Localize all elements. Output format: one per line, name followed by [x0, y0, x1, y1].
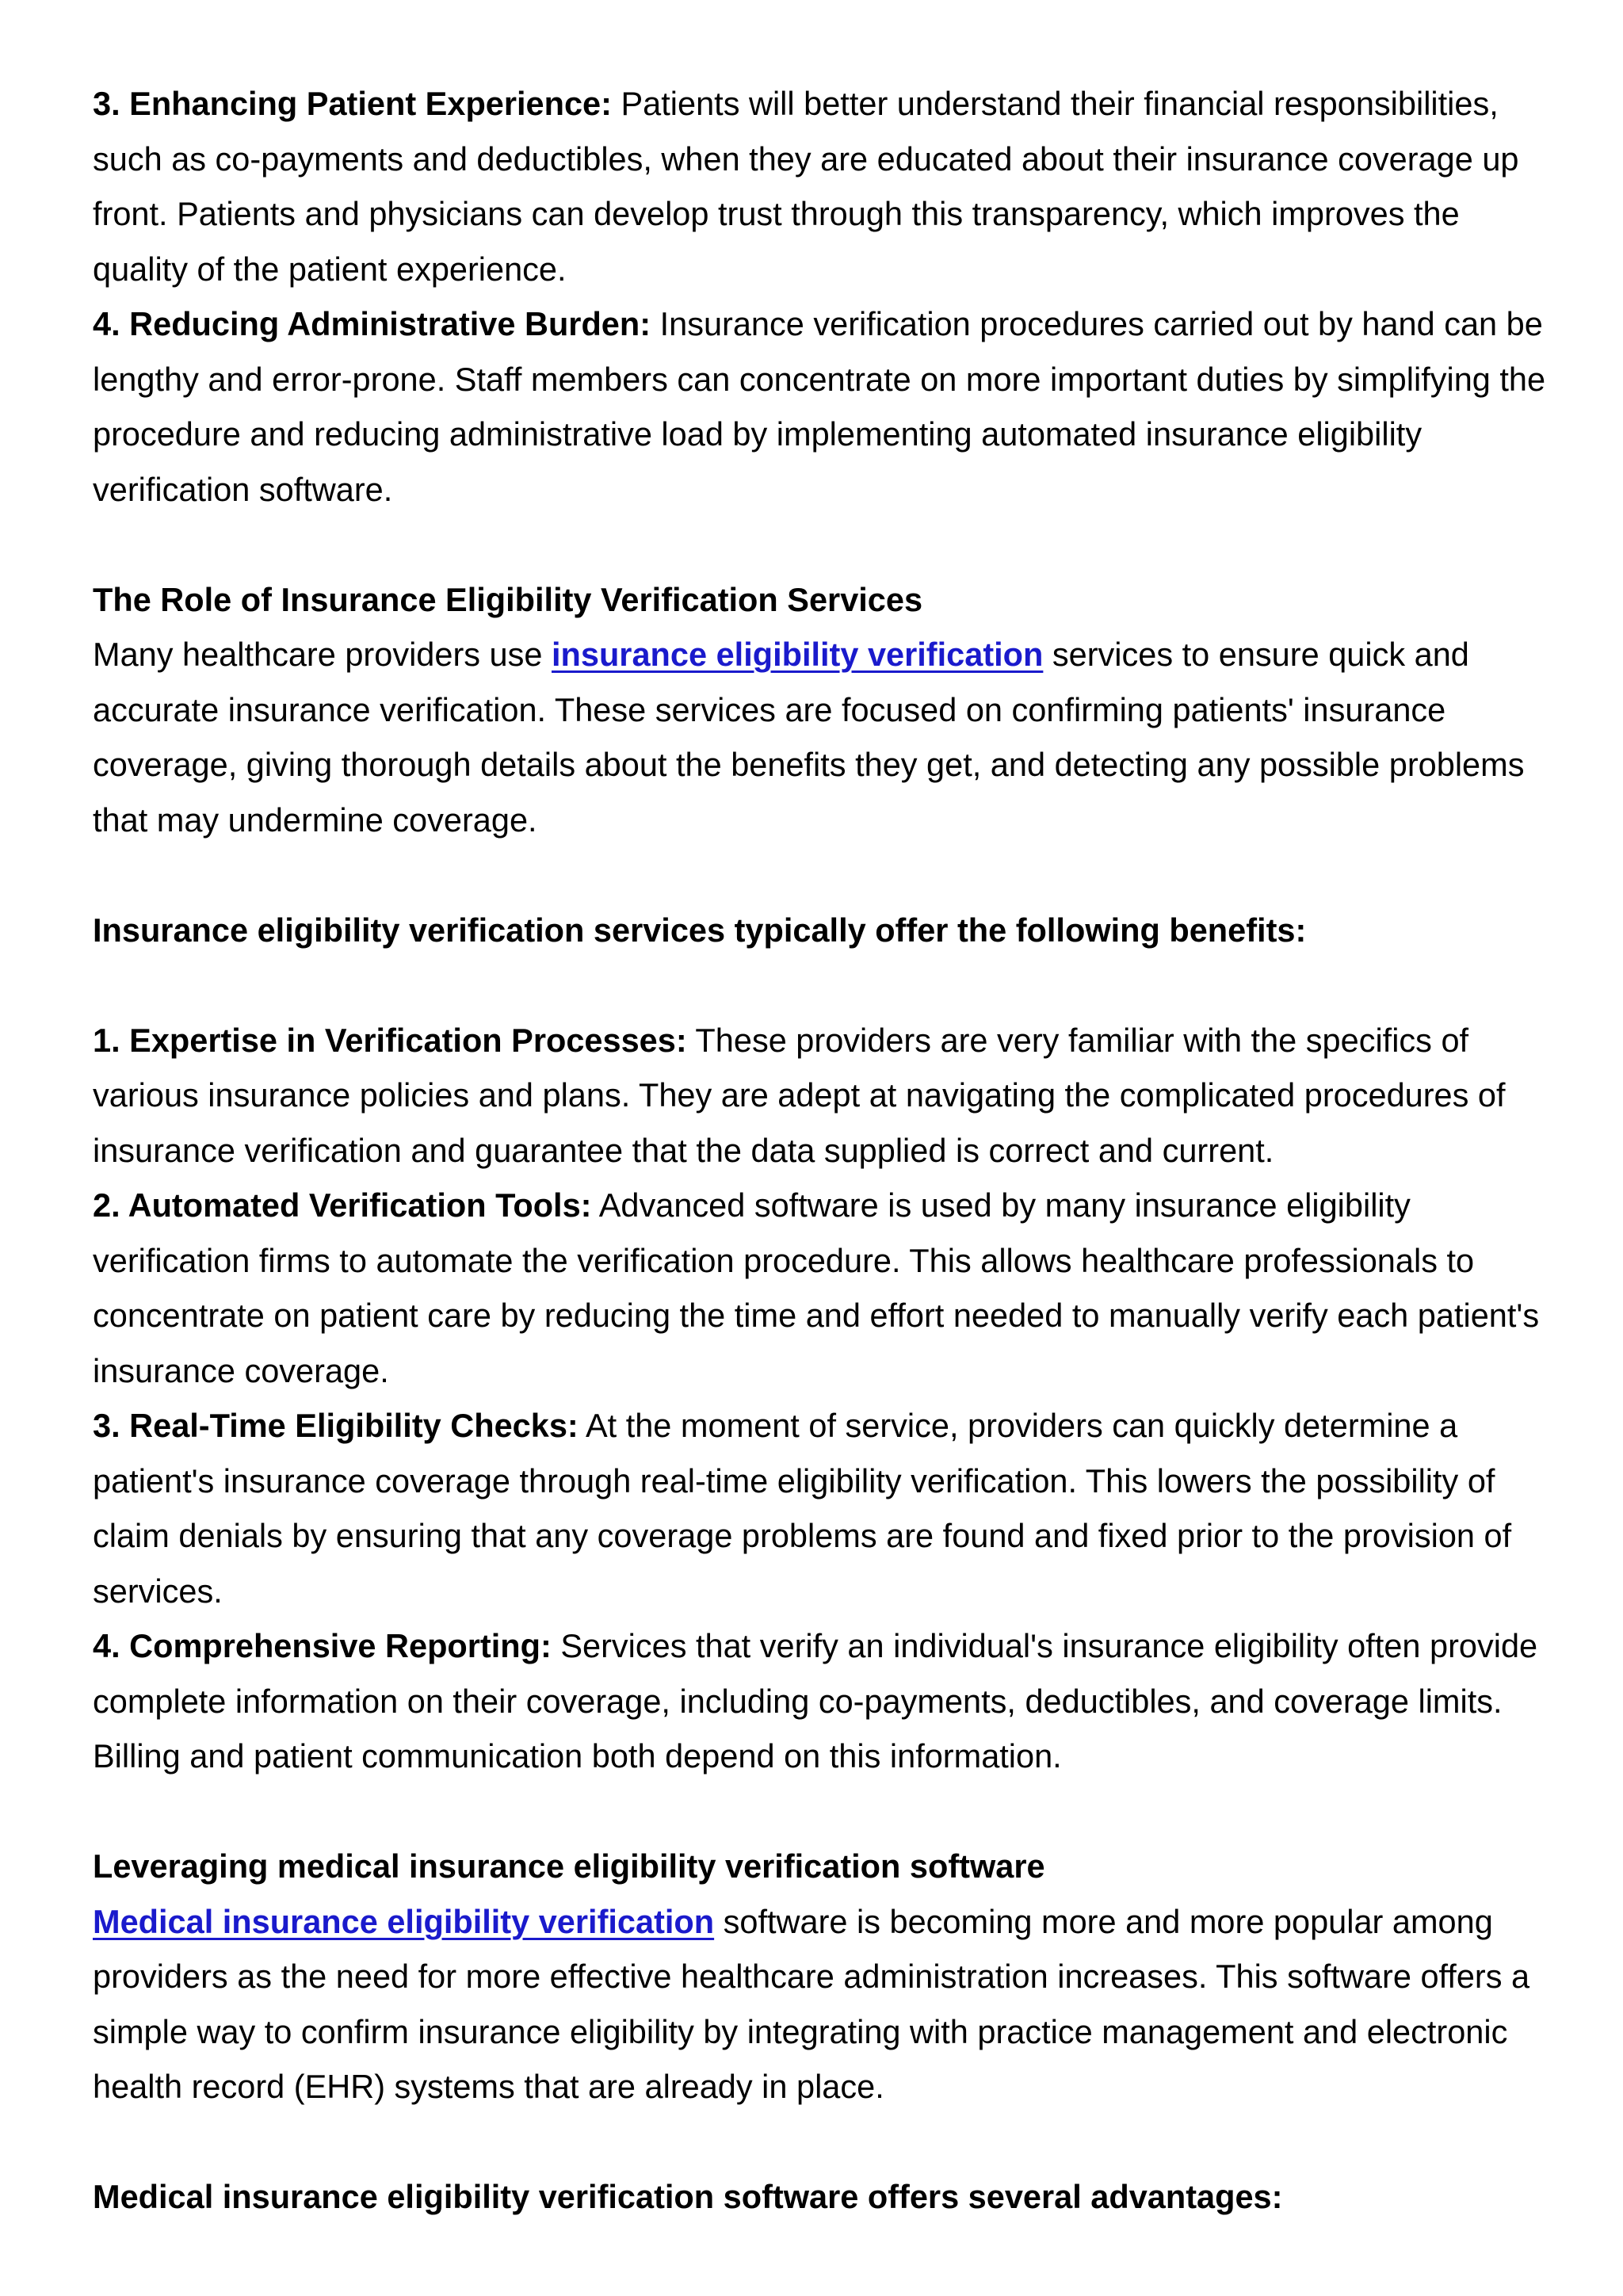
- list-item-automated-tools: [93, 1178, 1551, 1398]
- list-item-enhancing-patient-experience: [93, 76, 1551, 296]
- list-item-reducing-administrative-burden: [93, 296, 1551, 517]
- section-heading-leveraging-software: Leveraging medical insurance eligibility verification software: [93, 1847, 1045, 1885]
- list-item-expertise: [93, 1013, 1551, 1179]
- list-item-text: Services that verify an individual's insurance eligibility often provide complete information on their coverage, including co-payments, deductibles, and coverage limits. Billing and patient communication both depend on this information.: [93, 1627, 1538, 1775]
- document-page: [93, 76, 1551, 2225]
- list-item-text: Advanced software is used by many insurance eligibility verification firms to automate the verification procedure. This allows healthcare professionals to concentrate on patient care by reducing the time and effort needed to manually verify each patient's insurance coverage.: [93, 1186, 1540, 1389]
- services-intro-paragraph: Many healthcare providers use insurance eligibility verification services to ensure quick and accurate insurance verification. These services are focused on confirming patients' insurance coverage, giving thorough details about the benefits they get, and detecting any possible problems that may undermine coverage.: [93, 636, 1525, 839]
- paragraph-spacer: [93, 2115, 1551, 2170]
- list-item-real-time-checks: [93, 1398, 1551, 1618]
- paragraph-spacer: [93, 517, 1551, 572]
- medical-insurance-eligibility-verification-link[interactable]: Medical insurance eligibility verification: [93, 1902, 715, 1940]
- software-intro-paragraph: Medical insurance eligibility verification software is becoming more and more popular among providers as the need for more effective healthcare administration increases. This software offers a simple way to confirm insurance eligibility by integrating with practice management and electronic health record (EHR) systems that are already in place.: [93, 1902, 1530, 2105]
- insurance-eligibility-verification-link[interactable]: insurance eligibility verification: [552, 636, 1044, 673]
- paragraph-spacer: [93, 1784, 1551, 1839]
- paragraph-spacer: [93, 957, 1551, 1013]
- list-item-label: 4. Comprehensive Reporting:: [93, 1627, 552, 1664]
- list-item-text: Patients will better understand their financial responsibilities, such as co-payments and deductibles, when they are educated about their insurance coverage up front. Patients and physicians can develop trust through this transparency, which improves the quality of the patient experience.: [93, 85, 1519, 288]
- paragraph-spacer: [93, 847, 1551, 903]
- list-item-label: 3. Real-Time Eligibility Checks:: [93, 1407, 579, 1444]
- list-item-label: 1. Expertise in Verification Processes:: [93, 1021, 687, 1059]
- benefits-heading: Insurance eligibility verification services typically offer the following benefits:: [93, 911, 1307, 949]
- section-heading-role-of-services: The Role of Insurance Eligibility Verification Services: [93, 580, 923, 618]
- list-item-text: At the moment of service, providers can quickly determine a patient's insurance coverage through real-time eligibility verification. This lowers the possibility of claim denials by ensuring that any coverage problems are found and fixed prior to the provision of services.: [93, 1407, 1512, 1610]
- advantages-heading: Medical insurance eligibility verification software offers several advantages:: [93, 2178, 1283, 2215]
- list-item-text: Insurance verification procedures carried out by hand can be lengthy and error-prone. Staff members can concentrate on more important duties by simplifying the procedure and reducing administrative load by implementing automated insurance eligibility verification software.: [93, 305, 1546, 508]
- list-item-label: 3. Enhancing Patient Experience:: [93, 85, 612, 122]
- list-item-comprehensive-reporting: [93, 1618, 1551, 1784]
- list-item-label: 4. Reducing Administrative Burden:: [93, 305, 651, 342]
- list-item-label: 2. Automated Verification Tools:: [93, 1186, 592, 1224]
- list-item-text: These providers are very familiar with the specifics of various insurance policies and plans. They are adept at navigating the complicated procedures of insurance verification and guarantee that the data supplied is correct and current.: [93, 1021, 1506, 1169]
